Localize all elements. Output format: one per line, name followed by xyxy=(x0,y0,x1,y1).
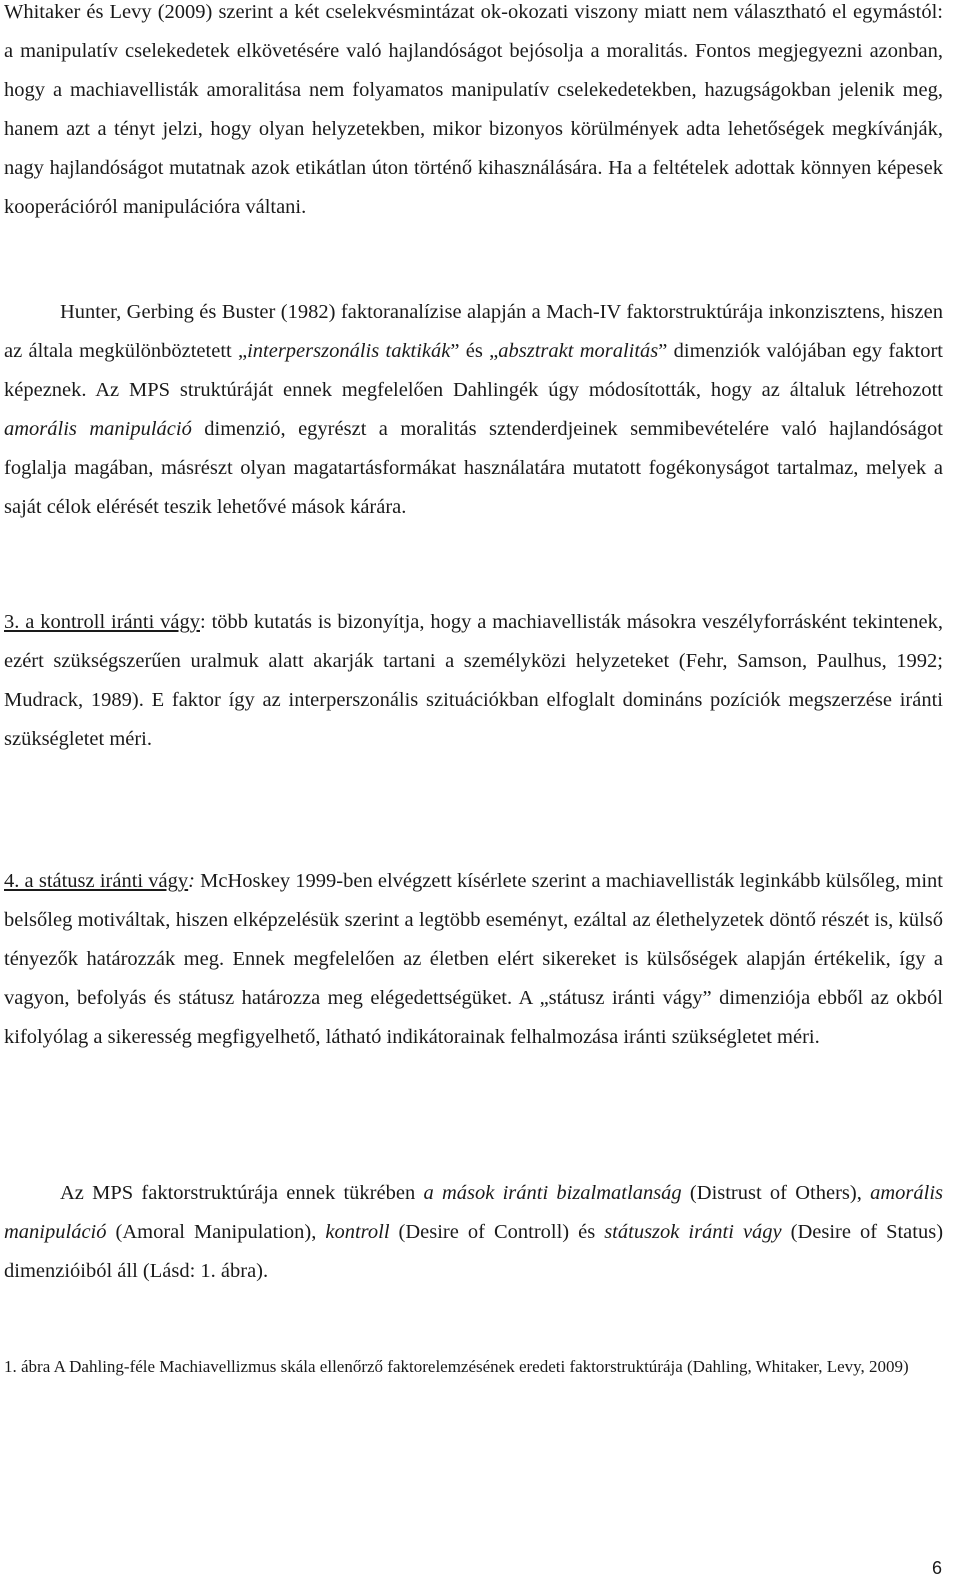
paragraph-3-text: több kutatás is bizonyítja, hogy a machiavellisták másokra veszélyforrásként tekintenek, ezért szükségszerűen uralmuk alatt akarják tartani a személyközi helyzeteket (Fehr, Samson, Paulhus, 1992; Mudrack, 1989). E faktor így az interperszonális szituációkban elfoglalt domináns pozíciók megszerzése iránti szükségletet méri. xyxy=(4,611,944,750)
paragraph-5-text-i: (Desire of Status) dimenzióiból áll (Lásd: 1. ábra). xyxy=(4,1221,944,1282)
term-status-desire: státuszok iránti vágy xyxy=(604,1221,782,1243)
paragraph-3 xyxy=(4,603,943,759)
figure-caption: 1. ábra A Dahling-féle Machiavellizmus skála ellenőrző faktorelemzésének eredeti faktorstruktúrája (Dahling, Whitaker, Levy, 2009) xyxy=(4,1357,909,1376)
paragraph-2 xyxy=(4,293,943,527)
paragraph-2-text-c: ” és „ xyxy=(450,340,499,362)
heading-colon: : xyxy=(188,870,195,892)
paragraph-1 xyxy=(4,0,943,227)
term-interpersonal-tactics: interperszonális taktikák xyxy=(247,340,451,362)
paragraph-5-text-g: (Desire of Controll) és xyxy=(389,1221,605,1243)
paragraph-5-text-a: Az MPS faktorstruktúrája ennek tükrében xyxy=(60,1182,424,1204)
paragraph-5-text-e: (Amoral Manipulation), xyxy=(106,1221,326,1243)
paragraph-5-text-c: (Distrust of Others), xyxy=(681,1182,871,1204)
paragraph-4-text: McHoskey 1999-ben elvégzett kísérlete szerint a machiavellisták leginkább külsőleg, mint belsőleg motiváltak, hiszen elképzelésük szerint a legtöbb eseményt, ezáltal az élethelyzetek döntő részét is, külső tényezők határozzák meg. Ennek megfelelően az életben elért sikereket is külsőségek alapján értékelik, így a vagyon, befolyás és státusz határozza meg elégedettségüket. A „státusz iránti vágy” dimenziója ebből az okból kifolyólag a sikeresség megfigyelhető, látható indikátorainak felhalmozása iránti szükségletet méri. xyxy=(4,870,943,1048)
paragraph-4 xyxy=(4,862,943,1057)
paragraph-5 xyxy=(4,1174,943,1291)
term-amoral-manipulation: amorális manipuláció xyxy=(4,1182,944,1243)
term-distrust-of-others: a mások iránti bizalmatlanság xyxy=(423,1182,682,1204)
page-number: 6 xyxy=(931,1558,942,1578)
heading-desire-for-status: 4. a státusz iránti vágy xyxy=(4,870,189,892)
heading-desire-for-control: 3. a kontroll iránti vágy xyxy=(4,611,200,633)
term-amoral-manipulation: amorális manipuláció xyxy=(4,418,192,440)
term-abstract-morality: absztrakt moralitás xyxy=(498,340,659,362)
paragraph-2-text-a: Hunter, Gerbing és Buster (1982) faktoranalízise alapján a Mach-IV faktorstruktúrája inkonzisztens, hiszen az általa megkülönböztetett „ xyxy=(4,301,943,362)
paragraph-2-text-e: ” dimenziók valójában egy faktort képeznek. Az MPS struktúráját ennek megfelelően Dahlingék úgy módosították, hogy az általuk létrehozott xyxy=(4,340,943,401)
heading-colon: : xyxy=(200,611,206,633)
paragraph-2-text-g: dimenzió, egyrészt a moralitás sztenderdjeinek semmibevételére való hajlandóságot foglalja magában, másrészt olyan magatartásformákat használatára mutatott fogékonyságot tartalmaz, melyek a saját célok elérését teszik lehetővé mások kárára. xyxy=(4,418,943,518)
term-control: kontroll xyxy=(325,1221,390,1243)
paragraph-1-text: Whitaker és Levy (2009) szerint a két cselekvésmintázat ok-okozati viszony miatt nem választható el egymástól: a manipulatív cselekedetek elkövetésére való hajlandóságot bejósolja a moralitás. Fontos megjegyezni azonban, hogy a machiavellisták amoralitása nem folyamatos manipulatív cselekedetekben, hazugságokban jelenik meg, hanem azt a tényt jelzi, hogy olyan helyzetekben, mikor bizonyos körülmények adta lehetőségek megkívánják, nagy hajlandóságot mutatnak azok etikátlan úton történő kihasználására. Ha a feltételek adottak könnyen képesek kooperációról manipulációra váltani. xyxy=(4,1,943,218)
